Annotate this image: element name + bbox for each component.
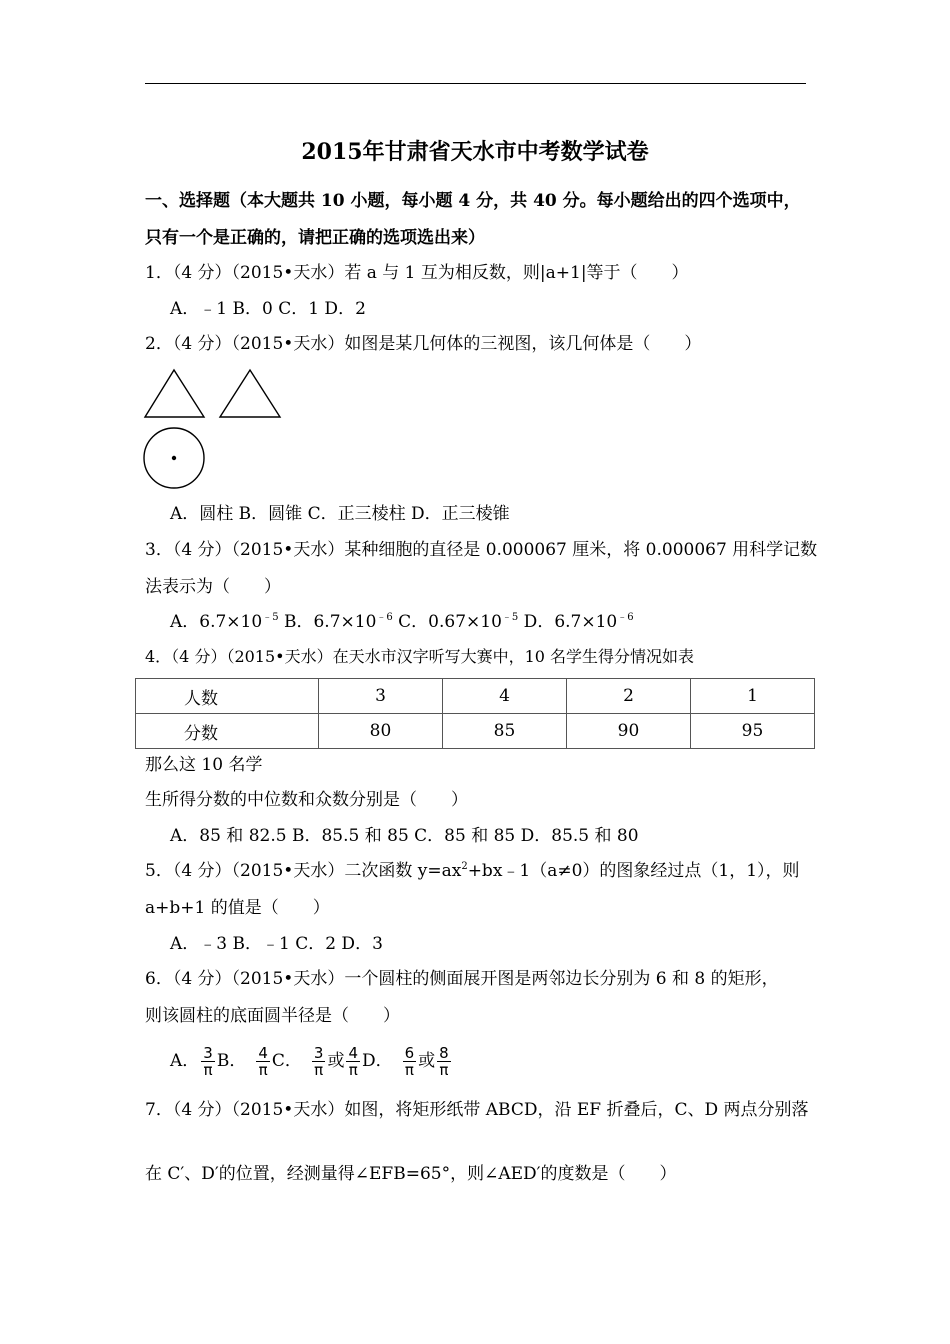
question-5-options: A．﹣3 B．﹣1 C．2 D．3 (170, 934, 383, 954)
option-b-label: B． (216, 1051, 247, 1071)
fraction-3-over-pi: $\frac{3}{\pi}$ (203, 1044, 213, 1079)
table-cell: 1 (691, 679, 815, 714)
table-row (136, 714, 815, 749)
section-heading: 一、选择题（本大题共 10 小题，每小题 4 分，共 40 分。每小题给出的四个选项中， (145, 191, 801, 211)
score-table (135, 678, 815, 749)
option-a-exponent: ﹣5 (262, 612, 279, 623)
option-d-text: D．6.7×10 (518, 612, 618, 632)
side-view-triangle (220, 370, 280, 417)
three-view-figure (140, 365, 290, 495)
fraction-4-over-pi: $\frac{4}{\pi}$ (258, 1044, 268, 1079)
question-3-stem: 3．（4 分）（2015•天水）某种细胞的直径是 0.000067 厘米，将 0.000067 用科学记数 (145, 540, 818, 560)
table-cell: 3 (319, 679, 443, 714)
option-b-exponent: ﹣6 (376, 612, 393, 623)
table-row (136, 679, 815, 714)
question-4-options: A．85 和 82.5 B．85.5 和 85 C．85 和 85 D．85.5 和 80 (170, 826, 639, 846)
top-view-center-dot (172, 456, 176, 460)
question-4-text-after-table-cont: 生所得分数的中位数和众数分别是（ ） (145, 790, 468, 810)
table-cell: 90 (567, 714, 691, 749)
question-7-stem-cont: 在 C′、D′的位置，经测量得∠EFB=65°，则∠AED′的度数是（ ） (145, 1164, 677, 1184)
question-1-stem: 1．（4 分）（2015•天水）若 a 与 1 互为相反数，则|a+1|等于（ ） (145, 263, 689, 283)
question-5-stem (145, 860, 800, 882)
question-5-stem-part1: 5．（4 分）（2015•天水）二次函数 y=ax (145, 861, 462, 881)
table-cell: 人数 (136, 679, 319, 714)
table-cell: 2 (567, 679, 691, 714)
section-heading-cont: 只有一个是正确的，请把正确的选项选出来） (145, 228, 485, 248)
table-cell: 4 (443, 679, 567, 714)
fraction-8-over-pi: $\frac{8}{\pi}$ (439, 1044, 449, 1079)
option-c-label: C． (271, 1051, 302, 1071)
question-2-options: A．圆柱 B．圆锥 C．正三棱柱 D．正三棱锥 (170, 504, 510, 524)
table-cell: 分数 (136, 714, 319, 749)
option-c-text: C．0.67×10 (392, 612, 502, 632)
or-text: 或 (418, 1051, 436, 1071)
question-6-stem-cont: 则该圆柱的底面圆半径是（ ） (145, 1006, 400, 1026)
fraction-3-over-pi: $\frac{3}{\pi}$ (313, 1044, 324, 1079)
option-a-text: A．6.7×10 (170, 612, 263, 632)
option-b-text: B．6.7×10 (278, 612, 377, 632)
option-d-label: D． (361, 1051, 393, 1071)
question-5-stem-cont: a+b+1 的值是（ ） (145, 898, 330, 918)
table-cell: 85 (443, 714, 567, 749)
question-5-exponent: 2 (461, 861, 468, 872)
header-rule (145, 83, 806, 84)
option-d-exponent: ﹣6 (617, 612, 634, 623)
question-7-stem: 7．（4 分）（2015•天水）如图，将矩形纸带 ABCD，沿 EF 折叠后，C、D 两点分别落 (145, 1100, 809, 1120)
question-6-stem: 6．（4 分）（2015•天水）一个圆柱的侧面展开图是两邻边长分别为 6 和 8 的矩形， (145, 969, 779, 989)
front-view-triangle (145, 370, 204, 417)
question-4-text-after-table: 那么这 10 名学 (145, 755, 263, 775)
question-3-options (170, 611, 634, 633)
fraction-4-over-pi: $\frac{4}{\pi}$ (348, 1044, 358, 1079)
option-a-label: A． (170, 1051, 200, 1071)
question-1-options: A．﹣1 B．0 C．1 D．2 (170, 299, 366, 319)
option-c-exponent: ﹣5 (501, 612, 519, 623)
question-6-options (170, 1043, 453, 1079)
table-cell: 95 (691, 714, 815, 749)
page-title: 2015年甘肃省天水市中考数学试卷 (301, 139, 649, 165)
or-text: 或 (327, 1051, 345, 1071)
fraction-6-over-pi: $\frac{6}{\pi}$ (404, 1044, 415, 1079)
question-4-stem: 4．（4 分）（2015•天水）在天水市汉字听写大赛中，10 名学生得分情况如表 (145, 647, 695, 666)
question-5-stem-part2: +bx﹣1（a≠0）的图象经过点（1，1），则 (467, 861, 800, 881)
table-cell: 80 (319, 714, 443, 749)
question-3-stem-cont: 法表示为（ ） (145, 577, 281, 597)
question-2-stem: 2．（4 分）（2015•天水）如图是某几何体的三视图，该几何体是（ ） (145, 334, 702, 354)
